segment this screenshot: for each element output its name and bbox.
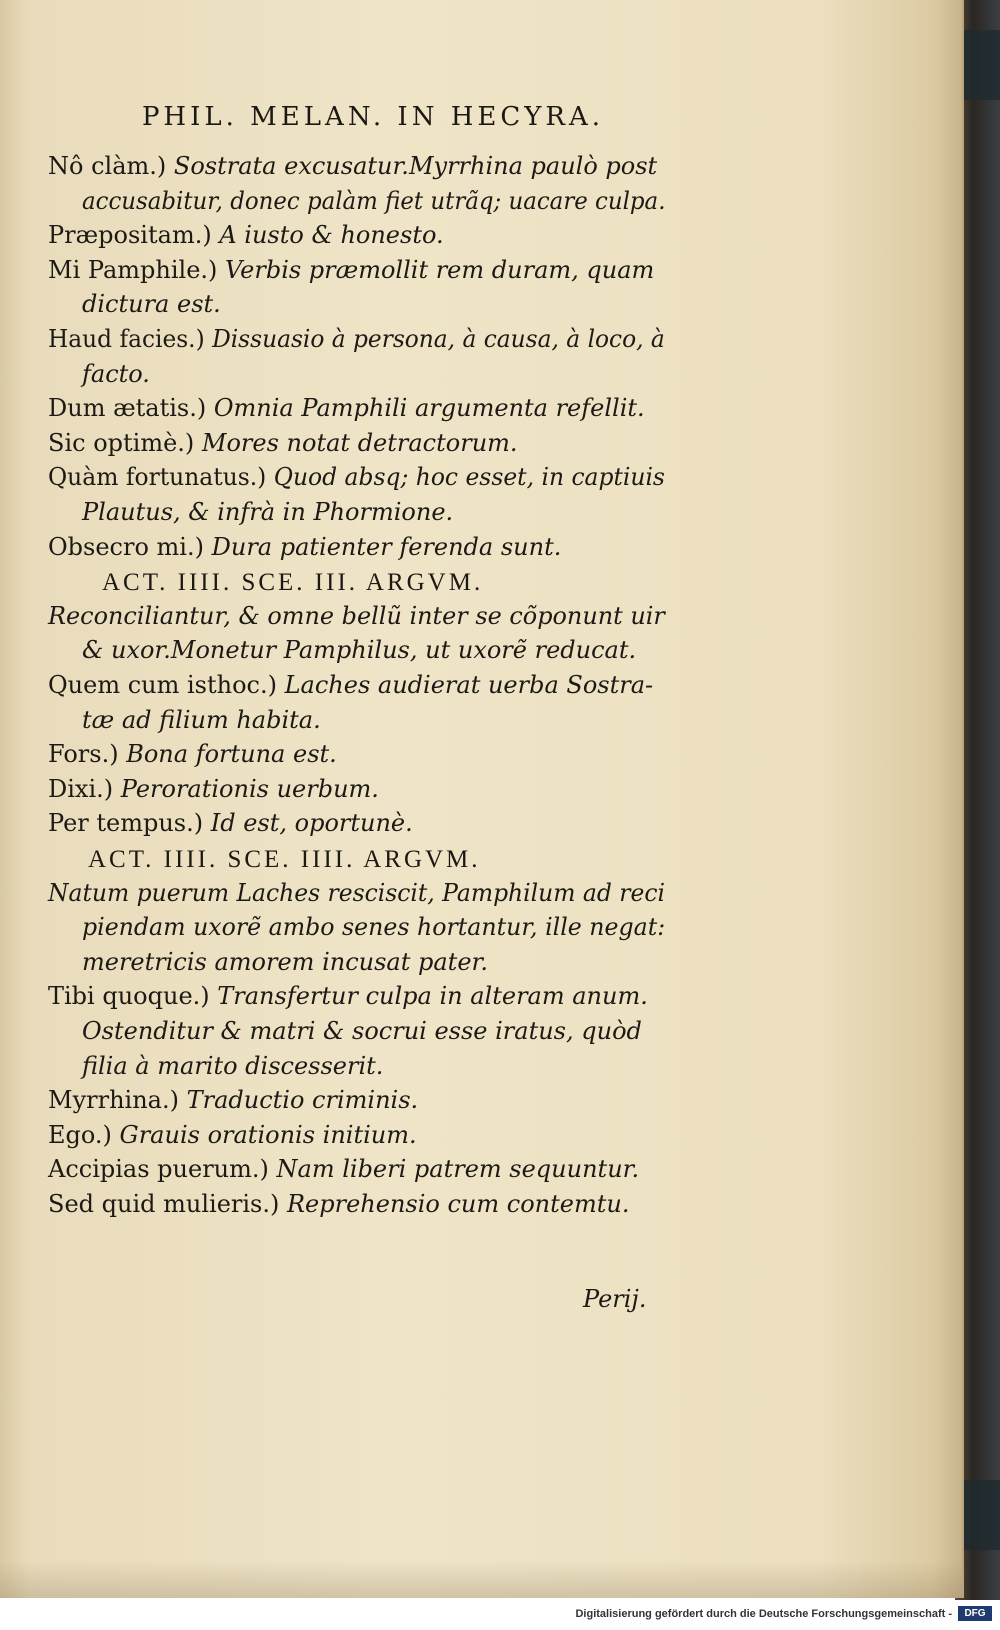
commentary-line [48, 463, 665, 491]
scene-heading: ACT. IIII. SCE. IIII. ARGVM. [88, 846, 481, 873]
commentary-line [82, 1052, 383, 1080]
commentary-line [48, 809, 413, 837]
commentary-line [82, 636, 636, 664]
commentary-line [48, 982, 648, 1010]
gloss-text: Id est, oportunè. [203, 809, 413, 838]
lemma: Fors.) [48, 740, 119, 769]
gloss-text: Plautus, & infrà in Phormione. [82, 498, 454, 526]
commentary-line [48, 221, 444, 249]
gloss-text: piendam uxorẽ ambo senes hortantur, ille negat: [82, 913, 666, 942]
lemma: Myrrhina.) [48, 1086, 179, 1115]
commentary-line [82, 913, 665, 941]
digitization-footer [0, 1600, 1000, 1630]
commentary-line [82, 360, 150, 388]
gloss-text: accusabitur, donec palàm fiet utrãq; uacare culpa. [82, 186, 666, 215]
gloss-text: Dura patienter ferenda sunt. [203, 532, 562, 561]
lemma: Quàm fortunatus.) [48, 463, 267, 492]
commentary-line [48, 152, 657, 180]
commentary-line [48, 775, 379, 803]
gloss-text: Bona fortuna est. [118, 740, 337, 769]
lemma: Nô clàm.) [48, 152, 167, 180]
lemma: Mi Pamphile.) [48, 255, 218, 284]
gloss-text: Grauis orationis initium. [111, 1120, 417, 1149]
commentary-line [82, 290, 221, 318]
gloss-text: filia à marito discesserit. [82, 1051, 384, 1080]
commentary-line [48, 256, 654, 284]
gloss-text: & uxor.Monetur Pamphilus, ut uxorẽ reducat. [82, 636, 637, 665]
commentary-line [48, 879, 665, 907]
gloss-text: Transfertur culpa in alteram anum. [209, 982, 648, 1011]
dfg-logo: DFG [958, 1606, 992, 1621]
commentary-line [48, 1155, 639, 1183]
commentary-line [48, 1121, 417, 1149]
lemma: Præpositam.) [48, 221, 212, 250]
gloss-text: Sostrata excusatur.Myrrhina paulò post [166, 152, 658, 180]
gloss-text: dictura est. [82, 290, 221, 319]
commentary-line [82, 498, 453, 526]
commentary-line [82, 948, 488, 976]
commentary-line [48, 671, 653, 699]
lemma: Dixi.) [48, 774, 114, 803]
commentary-line [48, 394, 645, 422]
commentary-line [82, 187, 665, 215]
commentary-line [48, 533, 561, 561]
lemma: Sic optimè.) [48, 428, 195, 457]
gloss-text: Quod absq; hoc esset, in captiuis [266, 463, 665, 492]
commentary-line [82, 1017, 642, 1045]
gloss-text: tæ ad filium habita. [82, 705, 321, 734]
lemma: Quem cum isthoc.) [48, 671, 277, 699]
lemma: Tibi quoque.) [48, 982, 210, 1011]
scene-heading: ACT. IIII. SCE. III. ARGVM. [102, 569, 484, 597]
lemma: Accipias puerum.) [48, 1155, 269, 1184]
gloss-text: Laches audierat uerba Sostra- [276, 671, 654, 699]
gloss-text: meretricis amorem incusat pater. [82, 947, 488, 976]
gloss-text: Dissuasio à persona, à causa, à loco, à [204, 325, 665, 353]
commentary-line [82, 706, 321, 734]
gloss-text: Verbis præmollit rem duram, quam [217, 255, 655, 284]
gloss-text: Mores notat detractorum. [194, 428, 518, 457]
running-header: PHIL. MELAN. IN HECYRA. [141, 102, 605, 132]
catchword: Perij. [583, 1285, 647, 1313]
gloss-text: Reconciliantur, & omne bellũ inter se cõponunt uir [48, 601, 665, 630]
commentary-line [48, 740, 337, 768]
lemma: Haud facies.) [48, 325, 205, 353]
gloss-text: Perorationis uerbum. [113, 774, 379, 803]
commentary-line [48, 1086, 418, 1114]
gloss-text: A iusto & honesto. [211, 221, 444, 250]
gloss-text: Natum puerum Laches rescisсit, Pamphilum ad reci [48, 878, 665, 907]
gloss-text: Omnia Pamphili argumenta refellit. [206, 394, 645, 423]
gloss-text: Nam liberi patrem sequuntur. [268, 1155, 640, 1184]
gloss-text: Traductio criminis. [178, 1086, 419, 1115]
commentary-line [48, 1190, 629, 1218]
lemma: Obsecro mi.) [48, 532, 204, 561]
commentary-line [48, 429, 518, 457]
lemma: Per tempus.) [48, 809, 204, 838]
commentary-line [48, 325, 665, 353]
gloss-text: Reprehensio cum contemtu. [279, 1190, 630, 1218]
gloss-text: facto. [82, 359, 150, 388]
commentary-line [48, 602, 665, 630]
lemma: Sed quid mulieris.) [48, 1190, 280, 1218]
lemma: Dum ætatis.) [48, 394, 207, 423]
gloss-text: Ostenditur & matri & socrui esse iratus, quòd [82, 1017, 642, 1045]
lemma: Ego.) [48, 1120, 112, 1149]
footer-credit: Digitalisierung gefördert durch die Deutsche Forschungsgemeinschaft - [575, 1608, 952, 1620]
